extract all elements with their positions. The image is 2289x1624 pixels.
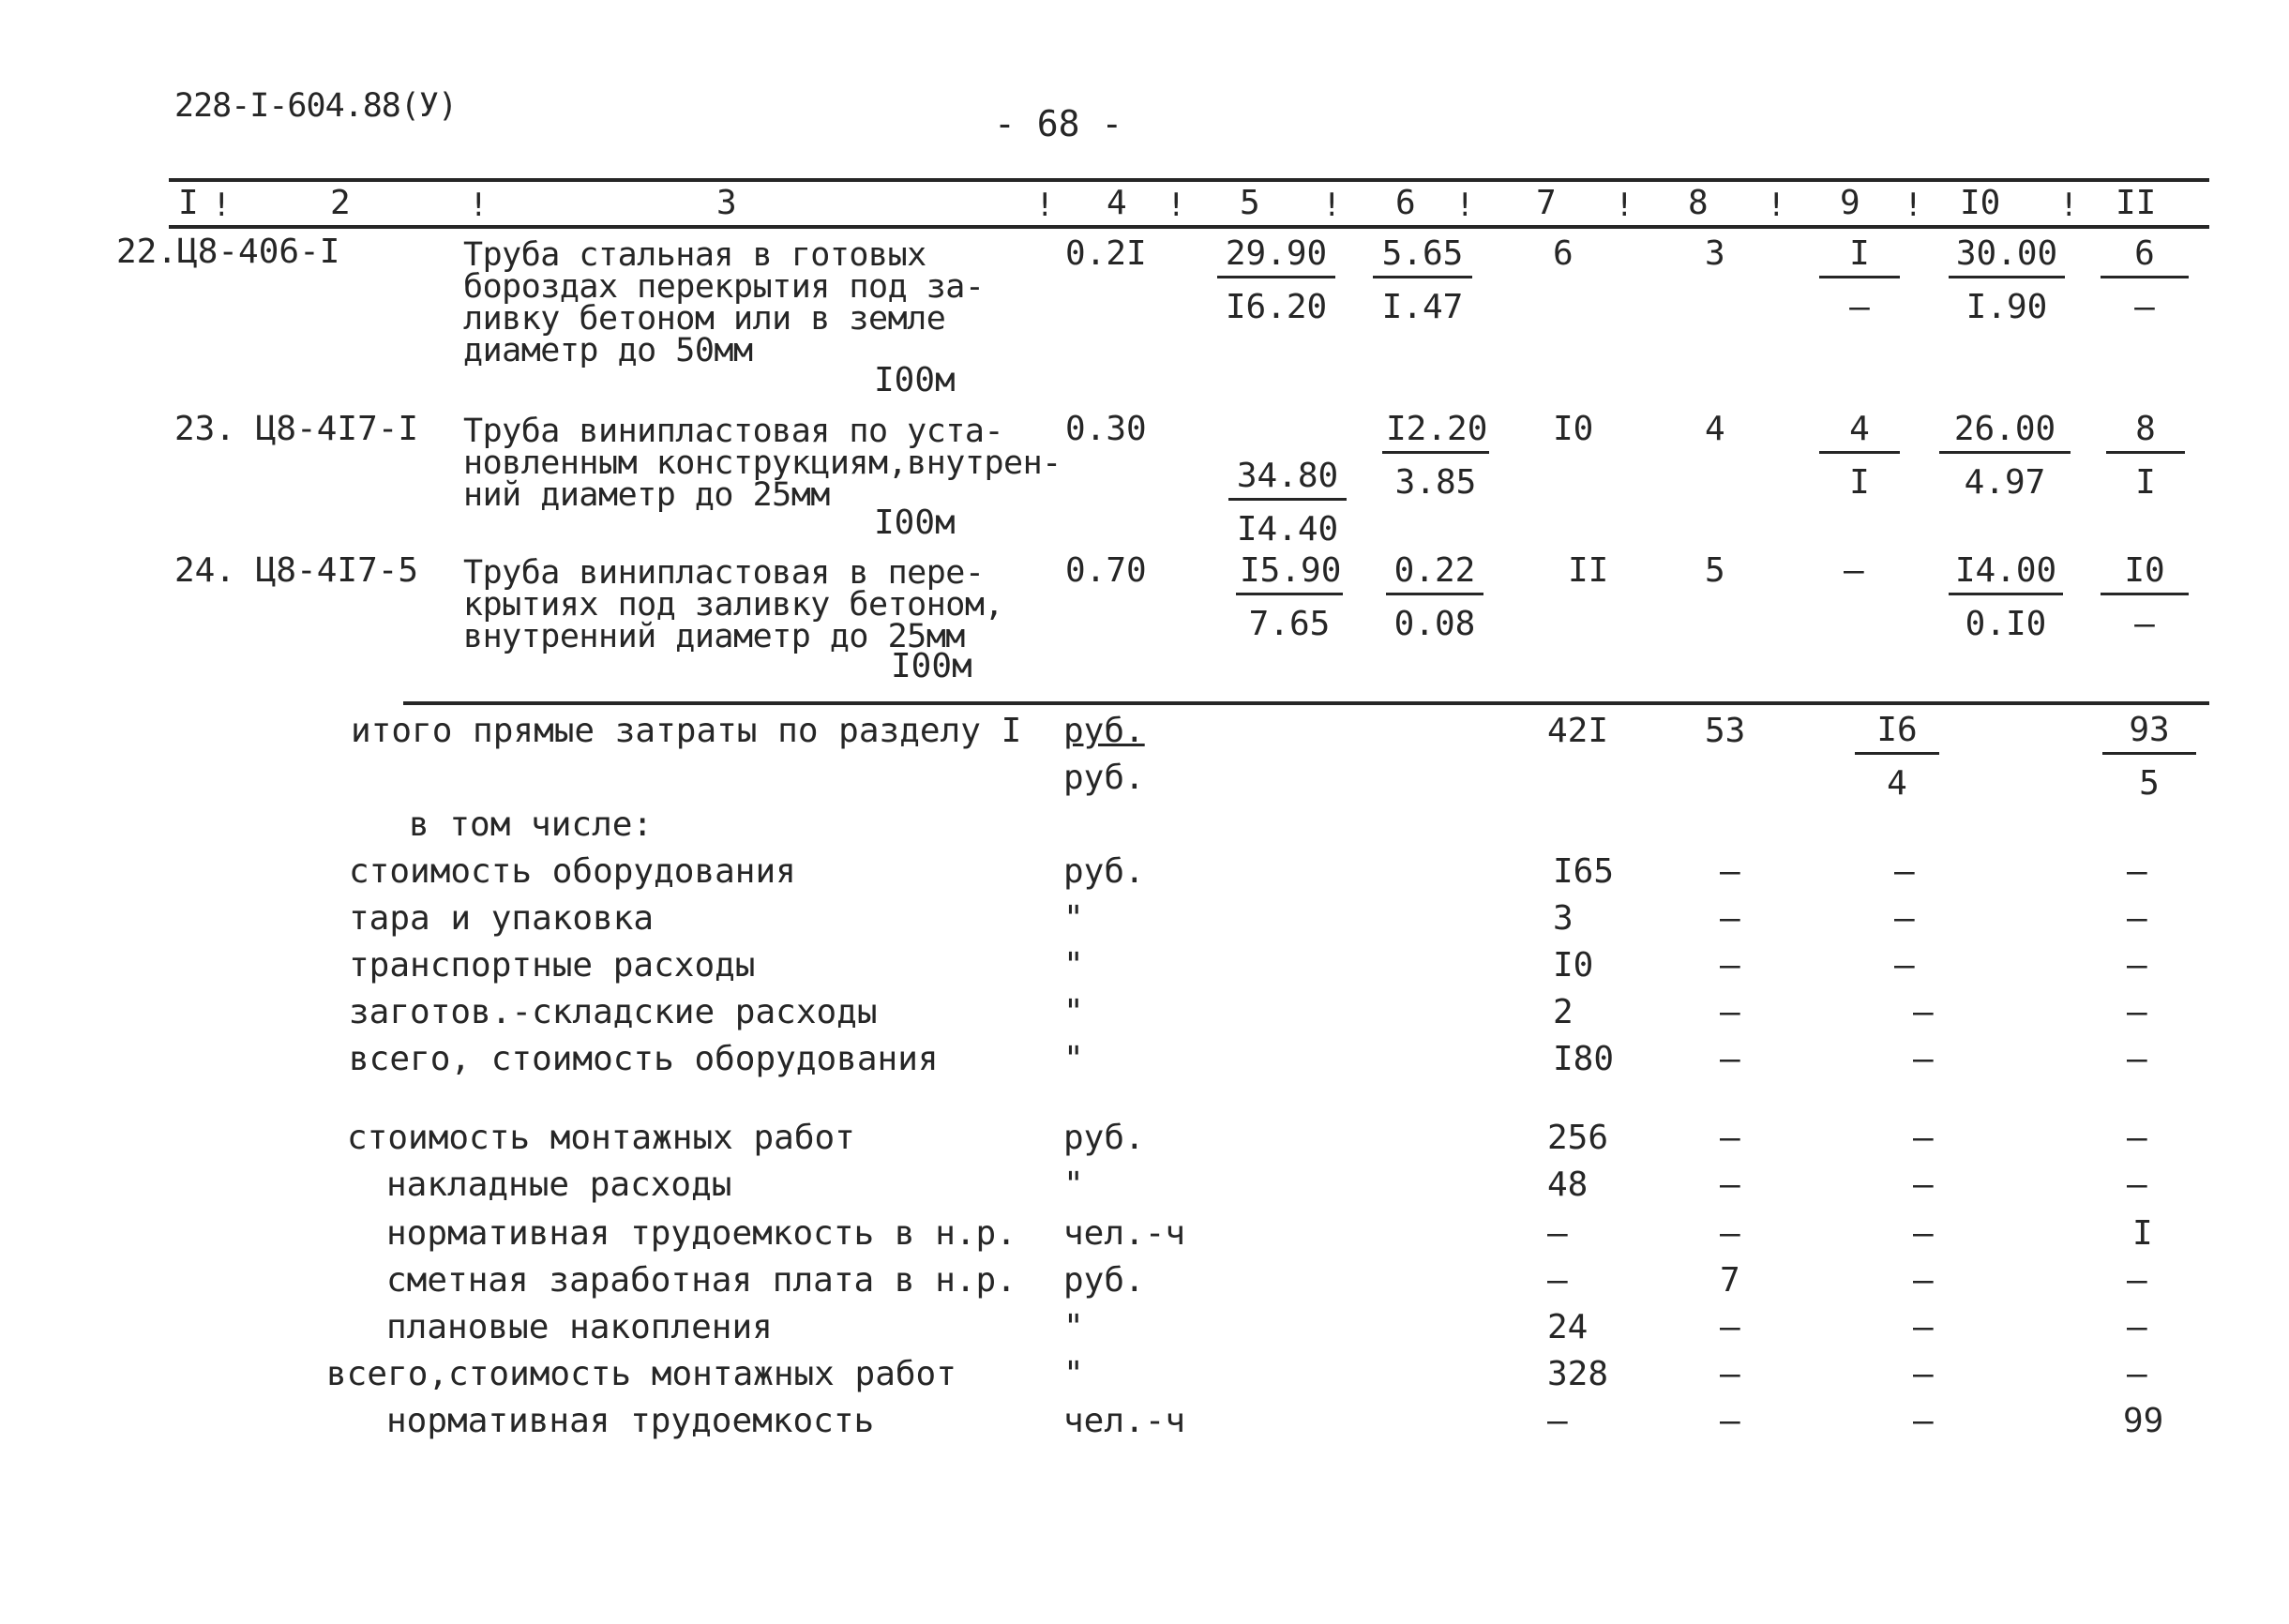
row-24-col6-fraction xyxy=(1386,551,1483,643)
summary-line-col8: – xyxy=(1720,1040,1740,1078)
summary-line-col7: 3 xyxy=(1553,899,1574,938)
summary-line-col11: – xyxy=(2127,1040,2147,1078)
row-23-col5-bottom: I4.40 xyxy=(1236,510,1339,549)
summary-line-label: транспортные расходы xyxy=(349,946,756,985)
row-23-position-code: 23. Ц8-4I7-I xyxy=(174,410,419,448)
summary-line-col11: – xyxy=(2127,1355,2147,1393)
summary-line-unit: чел.-ч xyxy=(1063,1214,1186,1253)
summary-line-col9: – xyxy=(1913,1261,1934,1300)
col-number-1: I xyxy=(178,184,199,222)
summary-line-col11: – xyxy=(2127,1308,2147,1346)
summary-line-col11: – xyxy=(2127,1261,2147,1300)
row-23-col10-bottom: 4.97 xyxy=(1964,463,2046,502)
row-23-col10-fraction xyxy=(1939,410,2071,502)
row-23-col11-fraction xyxy=(2106,410,2185,502)
summary-line-label: стоимость монтажных работ xyxy=(347,1119,855,1157)
summary-line-col11: 99 xyxy=(2123,1402,2164,1440)
including-label: в том числе: xyxy=(409,805,654,844)
summary-line-unit: руб. xyxy=(1063,1261,1145,1300)
row-22-col6-bottom: I.47 xyxy=(1381,288,1464,326)
row-24-col9-value: – xyxy=(1844,551,1864,590)
row-22-name-line: Труба стальная в готовых xyxy=(463,236,926,274)
row-24-col5-fraction xyxy=(1236,551,1343,643)
row-23-col5-top: 34.80 xyxy=(1228,460,1347,501)
total-col11-fraction xyxy=(2102,711,2196,803)
row-24-col4-value: 0.70 xyxy=(1065,551,1147,590)
summary-line-col7: – xyxy=(1547,1402,1568,1440)
row-22-position-code: 22.Ц8-406-I xyxy=(116,233,340,271)
row-22-name-line: диаметр до 50мм xyxy=(463,332,753,369)
row-24-col11-top: I0 xyxy=(2101,555,2189,595)
row-23-name-line: новленным конструкциям,внутрен- xyxy=(463,444,1062,482)
summary-line-col9: – xyxy=(1913,1165,1934,1204)
summary-line-label: накладные расходы xyxy=(386,1165,732,1204)
row-23-col5-fraction xyxy=(1228,457,1347,549)
summary-line-col11: – xyxy=(2127,1165,2147,1204)
summary-line-col11: – xyxy=(2127,946,2147,985)
row-23-col6-fraction xyxy=(1382,410,1489,502)
col-separator: ! xyxy=(1904,187,1923,224)
col-number-5: 5 xyxy=(1240,184,1260,222)
row-24-col8-value: 5 xyxy=(1705,551,1725,590)
row-23-col7-value: I0 xyxy=(1553,410,1594,448)
summary-line-col9: – xyxy=(1913,1119,1934,1157)
row-23-col11-bottom: I xyxy=(2135,463,2156,502)
summary-line-col11: – xyxy=(2127,1119,2147,1157)
summary-line-col9: – xyxy=(1913,1308,1934,1346)
total-unit-primary: руб. xyxy=(1063,712,1145,750)
header-top-rule xyxy=(169,178,2209,182)
summary-line-col8: – xyxy=(1720,1402,1740,1440)
row-22-col5-top: 29.90 xyxy=(1217,238,1335,278)
summary-line-col8: – xyxy=(1720,946,1740,985)
page-number: - 68 - xyxy=(994,103,1123,144)
row-24-col7-value: II xyxy=(1568,551,1609,590)
summary-line-col7: 48 xyxy=(1547,1165,1589,1204)
row-24-col6-bottom: 0.08 xyxy=(1393,605,1476,643)
row-24-col11-fraction xyxy=(2101,551,2189,643)
summary-line-col7: I0 xyxy=(1553,946,1594,985)
row-23-unit: I00м xyxy=(874,504,956,542)
summary-line-unit: " xyxy=(1063,993,1084,1031)
row-24-col5-top: I5.90 xyxy=(1236,555,1343,595)
col-separator: ! xyxy=(1767,187,1786,224)
summary-line-col8: – xyxy=(1720,1308,1740,1346)
summary-line-col9: – xyxy=(1894,946,1915,985)
row-22-col7-value: 6 xyxy=(1553,234,1574,273)
col-number-10: I0 xyxy=(1960,184,2001,222)
row-23-col4-value: 0.30 xyxy=(1065,410,1147,448)
row-22-unit: I00м xyxy=(874,361,956,399)
summary-line-label: всего,стоимость монтажных работ xyxy=(326,1355,956,1393)
row-24-col11-bottom: – xyxy=(2134,605,2155,643)
total-col9-fraction xyxy=(1855,711,1939,803)
summary-line-col8: – xyxy=(1720,1355,1740,1393)
summary-separator-rule xyxy=(403,701,2209,705)
total-col8-value: 53 xyxy=(1705,712,1746,750)
row-22-col9-bottom: – xyxy=(1849,288,1870,326)
summary-line-unit: руб. xyxy=(1063,852,1145,891)
summary-line-col9: – xyxy=(1913,1214,1934,1253)
row-22-col9-top: I xyxy=(1819,238,1900,278)
col-separator: ! xyxy=(1615,187,1634,224)
col-number-8: 8 xyxy=(1688,184,1709,222)
summary-line-col7: 2 xyxy=(1553,993,1574,1031)
row-22-col9-fraction xyxy=(1819,234,1900,326)
col-number-11: II xyxy=(2116,184,2157,222)
row-23-col6-bottom: 3.85 xyxy=(1394,463,1477,502)
row-23-col9-top: 4 xyxy=(1819,414,1900,454)
row-22-col10-top: 30.00 xyxy=(1949,238,2065,278)
row-24-name-line: внутренний диаметр до 25мм xyxy=(463,618,965,655)
summary-line-label: сметная заработная плата в н.р. xyxy=(386,1261,1016,1300)
row-22-col4-value: 0.2I xyxy=(1065,234,1147,273)
summary-line-col9: – xyxy=(1913,1402,1934,1440)
summary-line-label: плановые накопления xyxy=(386,1308,773,1346)
total-col7-value: 42I xyxy=(1547,712,1609,750)
row-22-col5-fraction xyxy=(1217,234,1335,326)
row-24-name-line: крытиях под заливку бетоном, xyxy=(463,586,1004,624)
row-22-name-line: ливку бетоном или в земле xyxy=(463,300,946,338)
row-24-col10-bottom: 0.I0 xyxy=(1965,605,2047,643)
col-number-7: 7 xyxy=(1536,184,1557,222)
col-number-4: 4 xyxy=(1107,184,1127,222)
row-24-name-line: Труба винипластовая в пере- xyxy=(463,554,985,592)
summary-line-col7: I65 xyxy=(1553,852,1615,891)
row-24-unit: I00м xyxy=(891,647,972,685)
row-24-col10-top: I4.00 xyxy=(1949,555,2063,595)
summary-line-col8: – xyxy=(1720,1119,1740,1157)
summary-line-label: заготов.-складские расходы xyxy=(349,993,878,1031)
col-separator: ! xyxy=(1167,187,1186,224)
summary-line-col9: – xyxy=(1894,852,1915,891)
row-23-col9-fraction xyxy=(1819,410,1900,502)
total-col11-bottom: 5 xyxy=(2139,764,2160,803)
row-22-col5-bottom: I6.20 xyxy=(1225,288,1328,326)
summary-line-label: всего, стоимость оборудования xyxy=(349,1040,939,1078)
row-22-col8-value: 3 xyxy=(1705,234,1725,273)
row-22-col11-bottom: – xyxy=(2134,288,2155,326)
total-col9-top: I6 xyxy=(1855,714,1939,755)
row-23-name-line: ний диаметр до 25мм xyxy=(463,476,830,514)
row-23-col11-top: 8 xyxy=(2106,414,2185,454)
summary-line-label: стоимость оборудования xyxy=(349,852,796,891)
row-22-col11-top: 6 xyxy=(2101,238,2189,278)
summary-line-col7: – xyxy=(1547,1261,1568,1300)
total-unit-secondary: руб. xyxy=(1063,759,1145,797)
summary-line-label: нормативная трудоемкость в н.р. xyxy=(386,1214,1016,1253)
summary-line-col7: 256 xyxy=(1547,1119,1609,1157)
row-24-col10-fraction xyxy=(1949,551,2063,643)
col-separator: ! xyxy=(469,187,489,224)
summary-line-unit: руб. xyxy=(1063,1119,1145,1157)
total-col11-top: 93 xyxy=(2102,714,2196,755)
col-separator: ! xyxy=(1455,187,1475,224)
row-23-col9-bottom: I xyxy=(1849,463,1870,502)
summary-line-unit: " xyxy=(1063,899,1084,938)
col-number-9: 9 xyxy=(1840,184,1860,222)
row-24-col6-top: 0.22 xyxy=(1386,555,1483,595)
summary-line-col7: – xyxy=(1547,1214,1568,1253)
summary-line-col9: – xyxy=(1913,993,1934,1031)
row-22-col10-bottom: I.90 xyxy=(1965,288,2048,326)
row-23-col6-top: I2.20 xyxy=(1382,414,1489,454)
document-code: 228-I-604.88(У) xyxy=(174,87,458,125)
summary-line-unit: " xyxy=(1063,946,1084,985)
row-23-name-line: Труба винипластовая по уста- xyxy=(463,413,1004,450)
header-bottom-rule xyxy=(169,225,2209,229)
summary-line-col11: – xyxy=(2127,993,2147,1031)
col-separator: ! xyxy=(2059,187,2079,224)
summary-line-col8: – xyxy=(1720,899,1740,938)
total-label: итого прямые затраты по разделу I xyxy=(351,712,1022,750)
summary-line-col9: – xyxy=(1913,1355,1934,1393)
col-separator: ! xyxy=(1322,187,1342,224)
summary-line-unit: чел.-ч xyxy=(1063,1402,1186,1440)
summary-line-col8: 7 xyxy=(1720,1261,1740,1300)
summary-line-unit: " xyxy=(1063,1308,1084,1346)
row-22-col6-top: 5.65 xyxy=(1373,238,1472,278)
row-22-col6-fraction xyxy=(1373,234,1472,326)
summary-line-col9: – xyxy=(1913,1040,1934,1078)
summary-line-col8: – xyxy=(1720,852,1740,891)
col-separator: ! xyxy=(1035,187,1055,224)
col-number-3: 3 xyxy=(716,184,737,222)
row-22-col10-fraction xyxy=(1949,234,2065,326)
summary-line-unit: " xyxy=(1063,1165,1084,1204)
summary-line-col7: 24 xyxy=(1547,1308,1589,1346)
summary-line-col11: – xyxy=(2127,899,2147,938)
summary-line-col9: – xyxy=(1894,899,1915,938)
summary-line-col8: – xyxy=(1720,993,1740,1031)
summary-line-col7: I80 xyxy=(1553,1040,1615,1078)
summary-line-col8: – xyxy=(1720,1165,1740,1204)
col-separator: ! xyxy=(212,187,232,224)
summary-line-label: тара и упаковка xyxy=(349,899,655,938)
summary-line-col7: 328 xyxy=(1547,1355,1609,1393)
row-24-position-code: 24. Ц8-4I7-5 xyxy=(174,551,419,590)
col-number-2: 2 xyxy=(330,184,351,222)
row-23-col10-top: 26.00 xyxy=(1939,414,2071,454)
summary-line-unit: " xyxy=(1063,1355,1084,1393)
summary-line-col11: – xyxy=(2127,852,2147,891)
summary-line-unit: " xyxy=(1063,1040,1084,1078)
total-col9-bottom: 4 xyxy=(1887,764,1907,803)
summary-line-col8: – xyxy=(1720,1214,1740,1253)
row-22-name-line: бороздах перекрытия под за- xyxy=(463,268,985,306)
row-22-col11-fraction xyxy=(2101,234,2189,326)
summary-line-label: нормативная трудоемкость xyxy=(386,1402,875,1440)
col-number-6: 6 xyxy=(1395,184,1416,222)
summary-line-col11: I xyxy=(2132,1214,2153,1253)
row-24-col5-bottom: 7.65 xyxy=(1248,605,1331,643)
row-23-col8-value: 4 xyxy=(1705,410,1725,448)
